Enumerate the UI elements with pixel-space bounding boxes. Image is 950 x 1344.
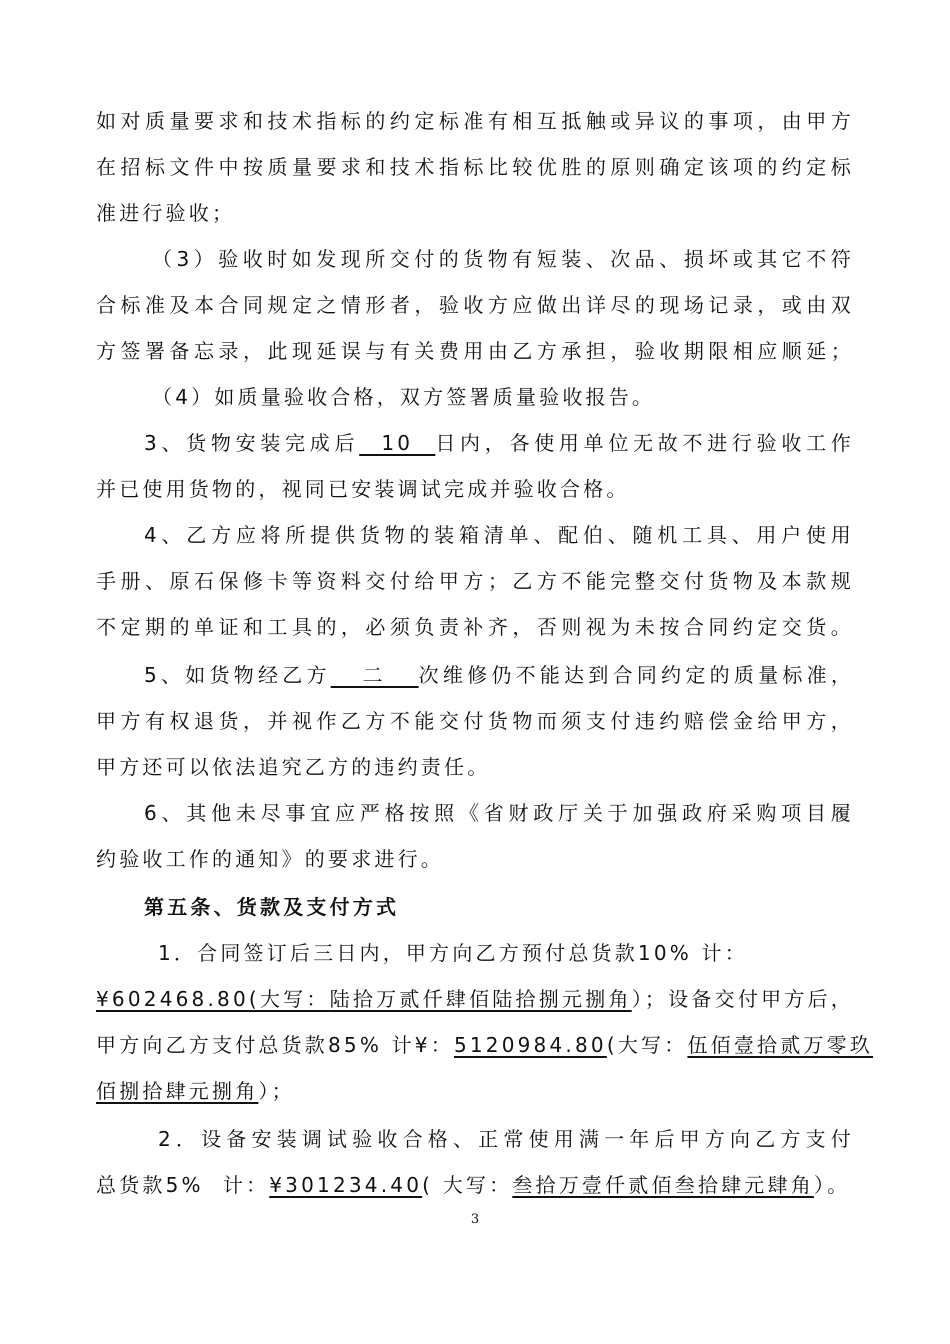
text-line: 准进行验收； xyxy=(96,201,236,225)
text-line xyxy=(144,660,854,690)
text-segment: ）；设备交付甲方后， xyxy=(631,987,854,1011)
text-line xyxy=(96,1076,854,1106)
section-heading: 第五条、货款及支付方式 xyxy=(144,895,400,919)
text-line: 6、其他未尽事宜应严格按照《省财政厅关于加强政府采购项目履 xyxy=(144,801,854,825)
amount-in-words: 叁拾万壹仟贰佰叁拾肆元肆角 xyxy=(512,1173,814,1197)
text-line: 在招标文件中按质量要求和技术指标比较优胜的原则确定该项的约定标 xyxy=(96,155,854,179)
text-line: 4、乙方应将所提供货物的装箱清单、配伯、随机工具、用户使用 xyxy=(144,523,854,547)
text-line: （4）如质量验收合格，双方签署质量验收报告。 xyxy=(152,385,656,409)
page-number: 3 xyxy=(470,1212,480,1227)
text-line: 不定期的单证和工具的，必须负责补齐，否则视为未按合同约定交货。 xyxy=(96,615,854,639)
filled-blank: 10 xyxy=(359,431,436,455)
text-segment: ）。 xyxy=(813,1173,851,1197)
amount-in-words: 陆拾万贰仟肆佰陆拾捌元捌角 xyxy=(329,987,632,1011)
text-segment: 次维修仍不能达到合同约定的质量标准， xyxy=(418,663,855,687)
text-segment: ）； xyxy=(258,1079,295,1103)
amount-figure: ¥301234.40 xyxy=(269,1173,423,1197)
text-segment: 总货款5% 计： xyxy=(96,1173,270,1197)
text-line: 合标准及本合同规定之情形者，验收方应做出详尽的现场记录，或由双 xyxy=(96,293,854,317)
text-segment: (大写： xyxy=(606,1033,688,1057)
text-segment: 5、如货物经乙方 xyxy=(144,663,331,687)
amount-figure: 5120984.80 xyxy=(453,1033,607,1057)
text-line xyxy=(144,428,854,458)
text-line: 约验收工作的通知》的要求进行。 xyxy=(96,847,444,871)
amount-in-words: 伍佰壹拾贰万零玖 xyxy=(687,1033,874,1057)
text-segment: (大写： xyxy=(248,987,330,1011)
text-line: 2．设备安装调试验收合格、正常使用满一年后甲方向乙方支付 xyxy=(158,1127,854,1151)
text-line: 甲方有权退货，并视作乙方不能交付货物而须支付违约赔偿金给甲方， xyxy=(96,709,854,733)
amount-figure: ¥602468.80 xyxy=(96,987,249,1011)
text-segment: 日内，各使用单位无故不进行验收工作 xyxy=(435,431,854,455)
text-segment: 甲方向乙方支付总货款85% 计¥： xyxy=(96,1033,454,1057)
text-line: 手册、原石保修卡等资料交付给甲方；乙方不能完整交付货物及本款规 xyxy=(96,569,854,593)
text-line: （3）验收时如发现所交付的货物有短装、次品、损坏或其它不符 xyxy=(152,247,854,271)
text-segment: 3、货物安装完成后 xyxy=(144,431,360,455)
text-line: 并已使用货物的，视同已安装调试完成并验收合格。 xyxy=(96,477,630,501)
amount-in-words: 佰捌拾肆元捌角 xyxy=(96,1079,259,1103)
text-line xyxy=(96,1170,854,1200)
text-line: 如对质量要求和技术指标的约定标准有相互抵触或异议的事项，由甲方 xyxy=(96,109,854,133)
text-line xyxy=(96,1030,874,1060)
text-line: 1．合同签订后三日内，甲方向乙方预付总货款10% 计： xyxy=(158,941,748,965)
text-line: 方签署备忘录，此现延误与有关费用由乙方承担，验收期限相应顺延； xyxy=(96,339,854,363)
text-line xyxy=(96,984,854,1014)
filled-blank: 二 xyxy=(330,663,419,687)
text-line: 甲方还可以依法追究乙方的违约责任。 xyxy=(96,755,491,779)
text-segment: ( 大写： xyxy=(422,1173,513,1197)
